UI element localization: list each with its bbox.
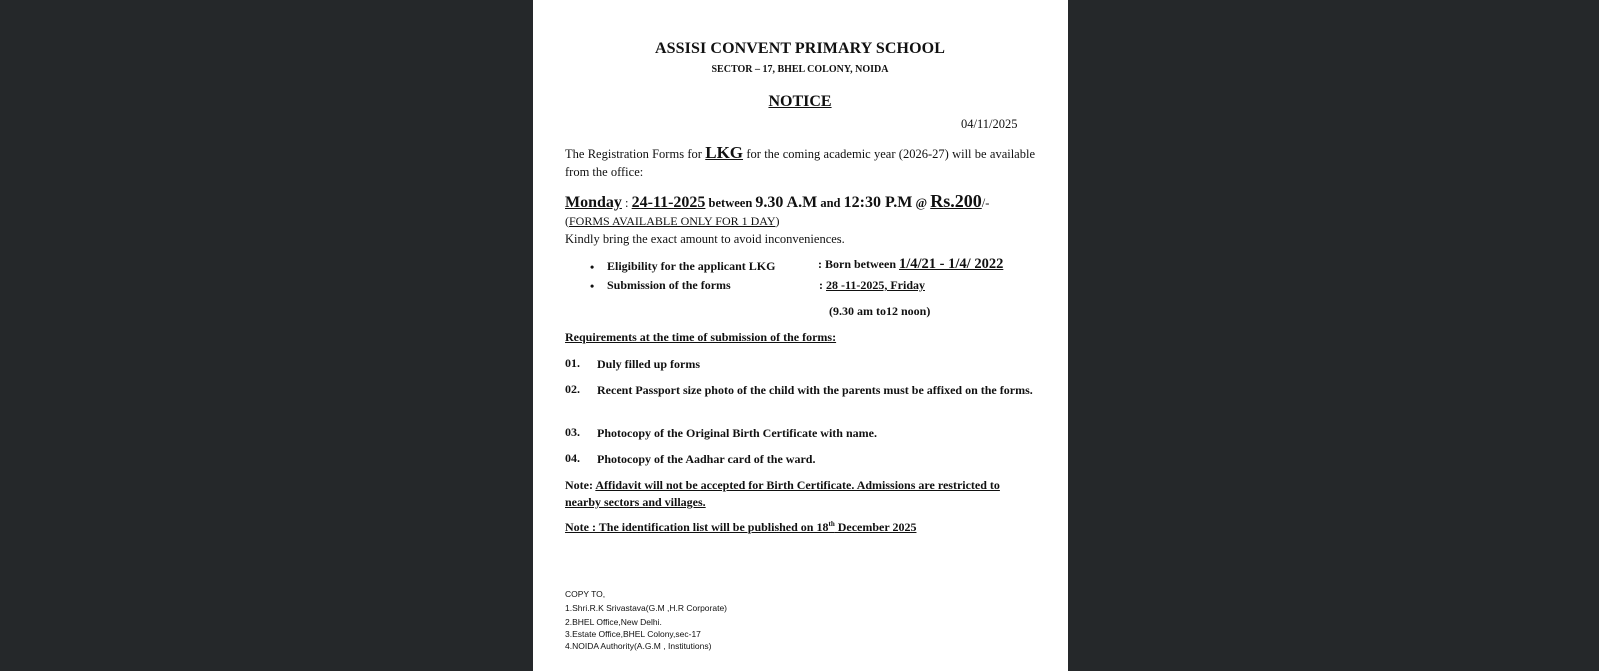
document-page bbox=[533, 0, 1068, 671]
schedule-end: 12:30 P.M bbox=[843, 194, 913, 211]
note-affidavit bbox=[565, 477, 1035, 511]
schedule-price-suffix: /- bbox=[981, 196, 990, 210]
schedule-sep: : bbox=[625, 196, 629, 210]
schedule-and: and bbox=[820, 196, 841, 210]
forms-only-text: FORMS AVAILABLE ONLY FOR 1 DAY bbox=[569, 214, 776, 228]
requirement-text: Recent Passport size photo of the child with the parents must be affixed on the forms. bbox=[597, 383, 1033, 397]
requirement-number: 02. bbox=[565, 382, 580, 396]
forms-only-open: ( bbox=[565, 214, 569, 228]
copy-to-heading: COPY TO, bbox=[565, 589, 606, 599]
forms-only-line bbox=[565, 214, 780, 229]
submission-hours: (9.30 am to12 noon) bbox=[829, 304, 931, 318]
schedule-start: 9.30 A.M bbox=[755, 194, 818, 211]
intro-class: LKG bbox=[705, 143, 744, 162]
note-identification-after: December 2025 bbox=[834, 520, 917, 534]
note-affidavit-text: Affidavit will not be accepted for Birth Certificate. Admissions are restricted to nearby sectors and villages. bbox=[565, 478, 1000, 509]
note-affidavit-label: Note: bbox=[565, 478, 593, 492]
copy-to-item: 4.NOIDA Authority(A.G.M , Institutions) bbox=[565, 641, 712, 651]
submission-date: 28 -11-2025, Friday bbox=[826, 278, 925, 292]
requirement-text: Photocopy of the Original Birth Certificate with name. bbox=[597, 426, 877, 440]
submission-label: Submission of the forms bbox=[607, 278, 731, 292]
requirement-text: Duly filled up forms bbox=[597, 357, 701, 371]
note-identification-before: Note : The identification list will be published on 18 bbox=[565, 520, 829, 534]
eligibility-prefix: : Born between bbox=[818, 257, 896, 271]
intro-before: The Registration Forms for bbox=[565, 147, 702, 161]
schedule-day: Monday bbox=[565, 194, 622, 211]
submission-prefix: : bbox=[819, 278, 823, 292]
school-name: ASSISI CONVENT PRIMARY SCHOOL bbox=[655, 40, 945, 57]
bullet-dot: • bbox=[590, 260, 595, 274]
submission-value bbox=[819, 278, 925, 293]
requirement-text: Photocopy of the Aadhar card of the ward. bbox=[597, 452, 816, 466]
requirements-heading: Requirements at the time of submission of the forms: bbox=[565, 330, 837, 344]
forms-only-close: ) bbox=[775, 214, 780, 228]
notice-title: NOTICE bbox=[768, 93, 832, 110]
schedule-date: 24-11-2025 bbox=[631, 194, 706, 211]
schedule-at: @ bbox=[915, 196, 928, 210]
intro-after: for the coming academic year (2026-27) will be available from the office: bbox=[565, 147, 1036, 179]
requirement-number: 04. bbox=[565, 451, 580, 465]
schedule-line bbox=[565, 191, 989, 212]
notice-date: 04/11/2025 bbox=[961, 117, 1018, 131]
eligibility-range: 1/4/21 - 1/4/ 2022 bbox=[899, 256, 1004, 272]
note-identification-sup: th bbox=[828, 520, 835, 528]
eligibility-label: Eligibility for the applicant LKG bbox=[607, 259, 776, 273]
schedule-between: between bbox=[708, 196, 753, 210]
eligibility-value bbox=[818, 256, 1003, 273]
requirement-number: 01. bbox=[565, 356, 580, 370]
bullet-dot: • bbox=[590, 279, 595, 293]
requirement-number: 03. bbox=[565, 425, 580, 439]
schedule-price: Rs.200 bbox=[930, 191, 982, 211]
intro-paragraph bbox=[565, 144, 1035, 181]
copy-to-item: 2.BHEL Office,New Delhi. bbox=[565, 617, 662, 627]
exact-amount-line: Kindly bring the exact amount to avoid inconveniences. bbox=[565, 232, 845, 246]
copy-to-item: 3.Estate Office,BHEL Colony,sec-17 bbox=[565, 629, 701, 639]
copy-to-item: 1.Shri.R.K Srivastava(G.M ,H.R Corporate) bbox=[565, 603, 728, 613]
school-address: SECTOR – 17, BHEL COLONY, NOIDA bbox=[711, 64, 889, 75]
note-identification-list bbox=[565, 520, 916, 535]
